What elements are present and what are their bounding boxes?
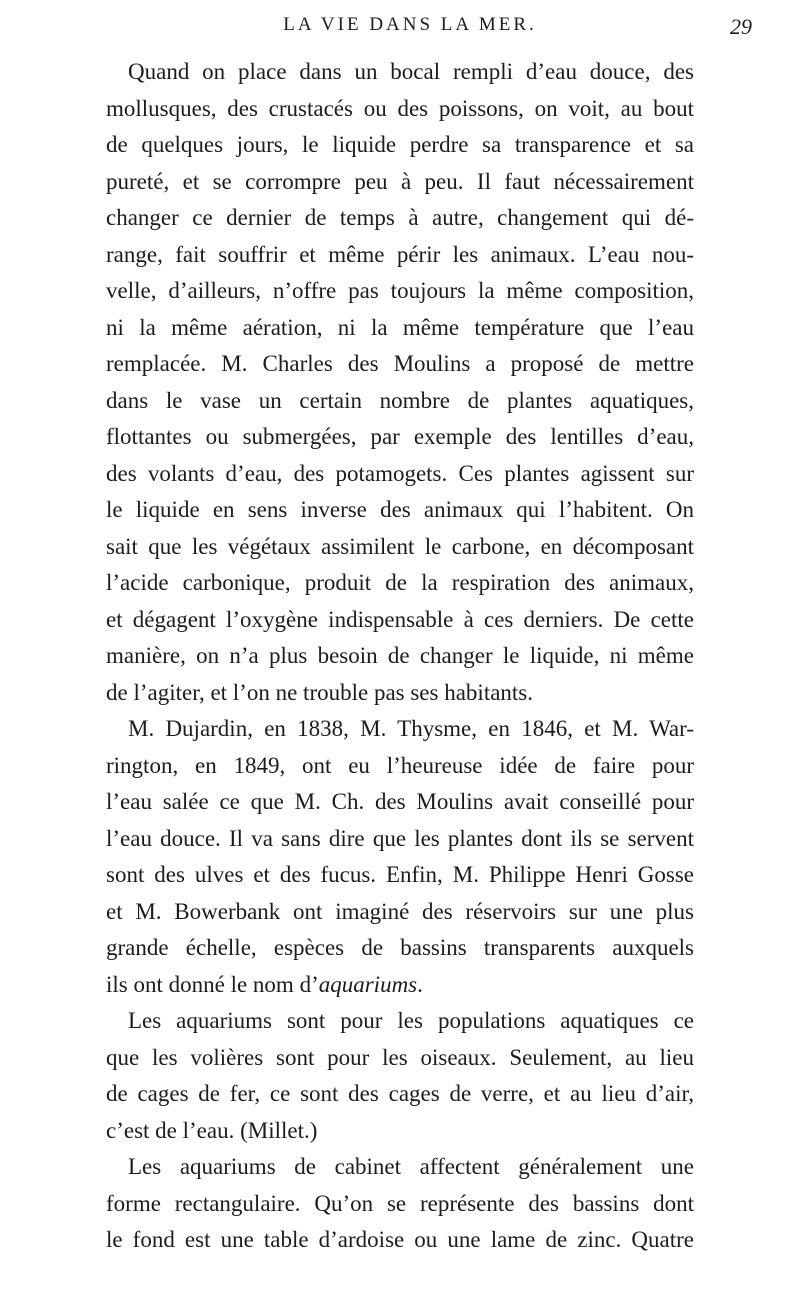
page-number: 29 [730,14,752,39]
text-line: velle, d’ailleurs, n’offre pas toujours la même composition, [106,278,694,303]
text-line: ils ont donné le nom d’aquariums. [106,971,423,997]
text-line: mollusques, des crustacés ou des poissons, on voit, au bout [106,95,694,121]
text-line: sait que les végétaux assimilent le carbone, en décomposant [106,533,694,559]
text-line: ni la même aération, ni la même température que l’eau [106,314,694,340]
text-line: le liquide en sens inverse des animaux qui l’habitent. On [106,497,694,522]
text-line: flottantes ou submergées, par exemple des lentilles d’eau, [106,424,694,449]
text-line: dans le vase un certain nombre de plantes aquatiques, [106,387,694,413]
text-line: de l’agiter, et l’on ne trouble pas ses habitants. [106,679,534,705]
text-line: M. Dujardin, en 1838, M. Thysme, en 1846, et M. War- [128,716,694,741]
text-line: et dégagent l’oxygène indispensable à ces derniers. De cette [106,606,694,632]
text-line: l’acide carbonique, produit de la respiration des animaux, [106,570,694,595]
text-line: de cages de fer, ce sont des cages de verre, et au lieu d’air, [106,1081,694,1106]
text-line: Quand on place dans un bocal rempli d’eau douce, des [128,59,694,84]
text-line: grande échelle, espèces de bassins transparents auxquels [106,935,694,960]
text-line: de quelques jours, le liquide perdre sa transparence et sa [106,132,694,157]
text-line: et M. Bowerbank ont imaginé des réservoirs sur une plus [106,898,694,924]
text-line: rington, en 1849, ont eu l’heureuse idée de faire pour [106,752,694,778]
text-line: pureté, et se corrompre peu à peu. Il faut nécessairement [106,168,694,194]
text-line: forme rectangulaire. Qu’on se représente des bassins dont [106,1190,694,1216]
text-line: l’eau salée ce que M. Ch. des Moulins avait conseillé pour [106,789,694,814]
text-line: sont des ulves et des fucus. Enfin, M. Philippe Henri Gosse [106,862,694,887]
text-line: changer ce dernier de temps à autre, changement qui dé- [106,205,694,230]
text-line: des volants d’eau, des potamogets. Ces plantes agissent sur [106,460,694,486]
text-line: remplacée. M. Charles des Moulins a proposé de mettre [106,351,694,376]
body-text [106,54,694,1259]
text-line: Les aquariums de cabinet affectent généralement une [128,1154,694,1179]
text-line: le fond est une table d’ardoise ou une lame de zinc. Quatre [106,1227,694,1252]
text-line: que les volières sont pour les oiseaux. Seulement, au lieu [106,1044,694,1070]
text-line: l’eau douce. Il va sans dire que les plantes dont ils se servent [106,825,694,851]
text-line: Les aquariums sont pour les populations aquatiques ce [128,1008,694,1033]
running-title: LA VIE DANS LA MER. [283,14,537,35]
text-line: range, fait souffrir et même périr les animaux. L’eau nou- [106,241,694,267]
text-line: c’est de l’eau. (Millet.) [106,1117,318,1143]
text-line: manière, on n’a plus besoin de changer le liquide, ni même [106,643,694,668]
